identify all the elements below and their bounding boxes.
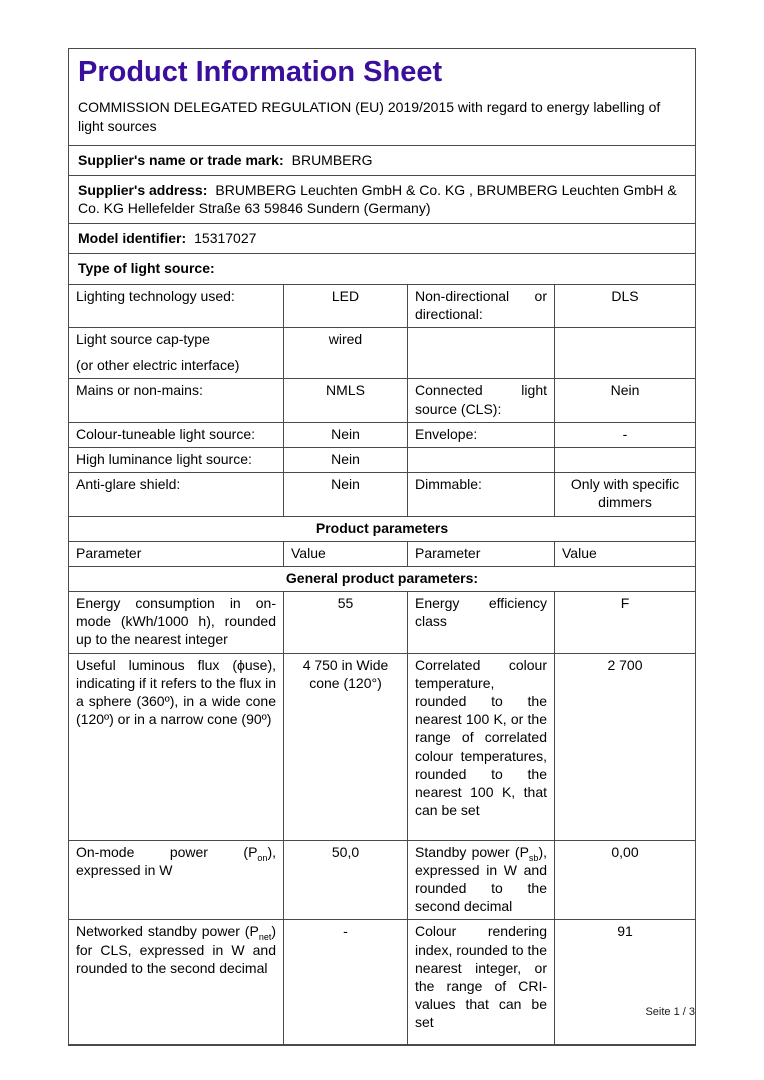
standby-power-label-cell: Standby power $(P_{sb})$, expressed in W and rounded to the second decimal — [407, 841, 554, 920]
cap-type-value-cell: wired — [283, 328, 407, 378]
supplier-address-row — [69, 175, 695, 223]
supplier-address-value: BRUMBERG Leuchten GmbH & Co. KG , BRUMBERG Leuchten GmbH & Co. KG Hellefelder Straße 63 59846 Sundern (Germany) — [78, 181, 677, 217]
high-luminance-empty-param-cell — [407, 448, 554, 472]
on-mode-power-label-cell: On-mode power $(P_{on})$, expressed in W — [76, 843, 276, 878]
product-parameters-header: Product parameters — [69, 516, 695, 541]
directionality-label-cell: Non-directional or directional: — [407, 285, 554, 327]
title-block — [69, 49, 695, 145]
supplier-name-value: BRUMBERG — [291, 151, 373, 168]
regulation-text: COMMISSION DELEGATED REGULATION (EU) 2019/2015 with regard to energy labelling of light sources — [78, 99, 661, 134]
directionality-value-cell: DLS — [554, 285, 695, 327]
anti-glare-label-cell: Anti-glare shield: — [76, 476, 181, 493]
page-number: Seite 1 / 3 — [645, 1006, 695, 1018]
col-header-parameter-1: Parameter — [76, 544, 142, 561]
high-luminance-row — [69, 447, 695, 472]
envelope-value-cell: - — [554, 423, 695, 447]
energy-efficiency-class-label-cell: Energy efficiency class — [407, 592, 554, 653]
envelope-label-cell: Envelope: — [407, 423, 554, 447]
colour-tuneable-label-cell: Colour-tuneable light source: — [76, 425, 255, 442]
model-identifier-label: Model identifier: — [78, 230, 187, 247]
document-frame — [68, 48, 696, 1046]
networked-standby-value-cell: - — [283, 920, 407, 1044]
cri-label-cell: Colour rendering index, rounded to the nearest integer, or the range of CRI-values that can be set — [407, 920, 554, 1044]
on-mode-power-row — [69, 840, 695, 920]
high-luminance-value-cell: Nein — [283, 448, 407, 472]
mains-row — [69, 378, 695, 421]
anti-glare-row — [69, 472, 695, 515]
luminous-flux-label-cell: Useful luminous flux (ϕuse), indicating if it refers to the flux in a sphere (360º), in a wide cone (120º) or in a narrow cone (90º) — [76, 656, 276, 728]
high-luminance-empty-value-cell — [554, 448, 695, 472]
networked-standby-label-cell: Networked standby power $(P_{net})$ for CLS, expressed in W and rounded to the second decimal — [76, 923, 276, 976]
connected-light-source-label-cell: Connected light source (CLS): — [407, 379, 554, 421]
luminous-flux-row — [69, 653, 695, 840]
col-header-parameter-2: Parameter — [407, 542, 554, 566]
energy-efficiency-class-value-cell: F — [554, 592, 695, 653]
colour-tuneable-value-cell: Nein — [283, 423, 407, 447]
networked-standby-row — [69, 919, 695, 1044]
energy-consumption-value-cell: 55 — [283, 592, 407, 653]
col-header-value-2: Value — [554, 542, 695, 566]
cap-type-empty-value-cell — [554, 328, 695, 378]
cap-type-label-line1: Light source cap-type — [76, 331, 210, 348]
supplier-name-row — [69, 145, 695, 175]
col-header-value-1: Value — [283, 542, 407, 566]
energy-consumption-label-cell: Energy consumption in on-mode (kWh/1000 h), rounded up to the nearest integer — [76, 595, 276, 648]
colour-temperature-value-cell: 2 700 — [554, 654, 695, 840]
supplier-address-label: Supplier's address: — [78, 181, 208, 198]
type-of-light-source-row — [69, 253, 695, 283]
supplier-name-label: Supplier's name or trade mark: — [78, 151, 284, 168]
dimmable-value-cell: Only with specific dimmers — [554, 473, 695, 515]
lighting-technology-row — [69, 284, 695, 327]
lighting-technology-label-cell: Lighting technology used: — [76, 287, 235, 304]
energy-consumption-row — [69, 591, 695, 653]
mains-value-cell: NMLS — [283, 379, 407, 421]
colour-temperature-label-cell: Correlated colour temperature, rounded to the nearest 100 K, or the range of correlated colour temperatures, rounded to the nearest 100 K, that can be set — [407, 654, 554, 840]
cri-value-cell: 91 — [554, 920, 695, 1044]
cap-type-label-line2: (or other electric interface) — [76, 357, 240, 374]
luminous-flux-value-cell: 4 750 in Wide cone (120°) — [283, 654, 407, 840]
general-product-parameters-header: General product parameters: — [69, 566, 695, 591]
connected-light-source-value-cell: Nein — [554, 379, 695, 421]
high-luminance-label-cell: High luminance light source: — [76, 450, 252, 467]
model-identifier-row — [69, 223, 695, 253]
page-title: Product Information Sheet — [78, 56, 443, 88]
colour-tuneable-row — [69, 422, 695, 447]
on-mode-power-value-cell: 50,0 — [283, 841, 407, 920]
cap-type-empty-param-cell — [407, 328, 554, 378]
parameter-value-header-row — [69, 541, 695, 566]
mains-label-cell: Mains or non-mains: — [76, 382, 203, 399]
model-identifier-value: 15317027 — [194, 230, 257, 247]
anti-glare-value-cell: Nein — [283, 473, 407, 515]
standby-power-value-cell: 0,00 — [554, 841, 695, 920]
dimmable-label-cell: Dimmable: — [407, 473, 554, 515]
cap-type-row — [69, 327, 695, 378]
type-of-light-source-label: Type of light source: — [78, 260, 215, 277]
cap-type-label-cell — [69, 328, 283, 378]
lighting-technology-value-cell: LED — [283, 285, 407, 327]
